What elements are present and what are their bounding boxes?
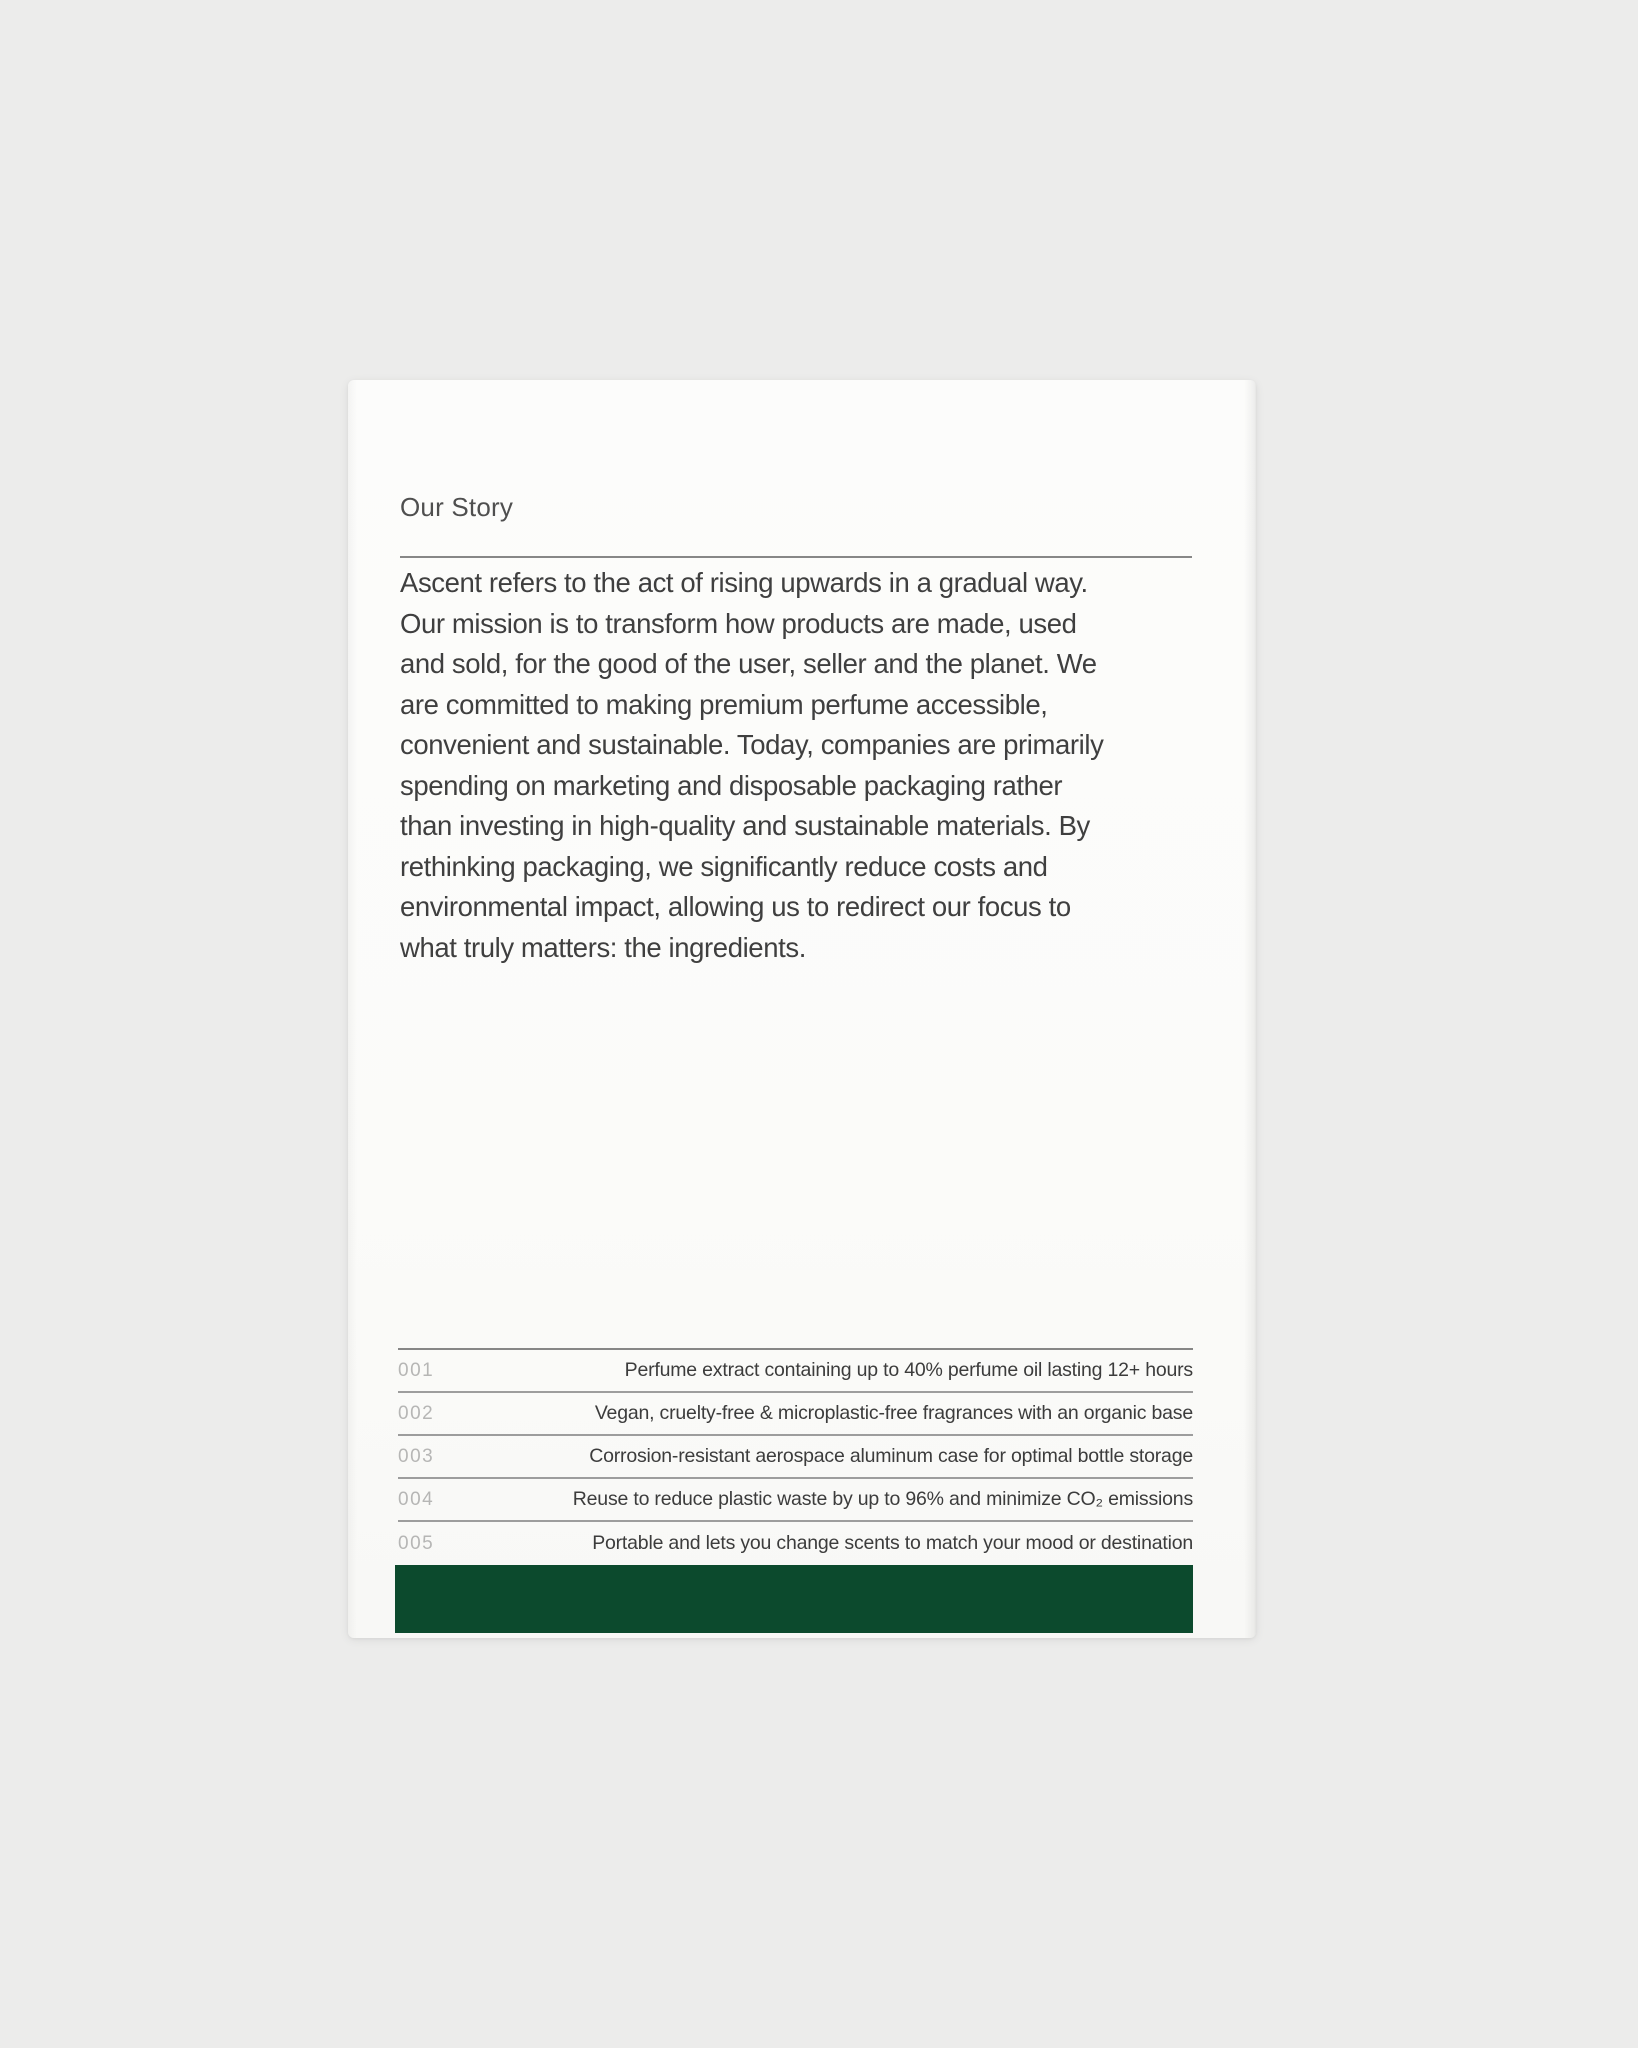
paragraph-line: are committed to making premium perfume accessible, [400,688,1048,720]
paragraph-line: and sold, for the good of the user, seller and the planet. We [400,648,1097,679]
section-label: Our Story [400,492,514,522]
feature-number: 005 [398,1532,435,1554]
features-list [398,1348,1193,1565]
paragraph-line: spending on marketing and disposable packaging rather [400,769,1063,801]
paragraph-line: convenient and sustainable. Today, companies are primarily [400,729,1104,760]
paragraph-line: than investing in high-quality and sustainable materials. By [400,810,1090,841]
feature-row [398,1522,1193,1565]
feature-number: 002 [398,1402,435,1424]
paragraph-line: Our mission is to transform how products are made, used [400,607,1077,639]
story-card [348,380,1256,1638]
paragraph-line: environmental impact, allowing us to redirect our focus to [400,891,1071,922]
feature-row [398,1436,1193,1479]
feature-number: 003 [398,1445,435,1467]
section-divider [400,556,1192,558]
story-paragraph [400,563,1216,968]
feature-text: Vegan, cruelty-free & microplastic-free fragrances with an organic base [594,1402,1193,1424]
feature-number: 001 [398,1359,435,1381]
feature-row [398,1479,1193,1522]
feature-text: Corrosion-resistant aerospace aluminum case for optimal bottle storage [589,1445,1193,1467]
paragraph-line: what truly matters: the ingredients. [400,931,806,963]
feature-number: 004 [398,1488,435,1510]
feature-text: Portable and lets you change scents to match your mood or destination [592,1532,1193,1554]
feature-row [398,1350,1193,1393]
paragraph-line: rethinking packaging, we significantly reduce costs and [400,850,1048,882]
brand-color-bar [395,1565,1193,1633]
feature-text: Perfume extract containing up to 40% perfume oil lasting 12+ hours [624,1359,1193,1381]
feature-text: Reuse to reduce plastic waste by up to 96% and minimize CO₂ emissions [572,1488,1193,1510]
feature-row [398,1393,1193,1436]
paragraph-line: Ascent refers to the act of rising upwards in a gradual way. [400,567,1088,598]
